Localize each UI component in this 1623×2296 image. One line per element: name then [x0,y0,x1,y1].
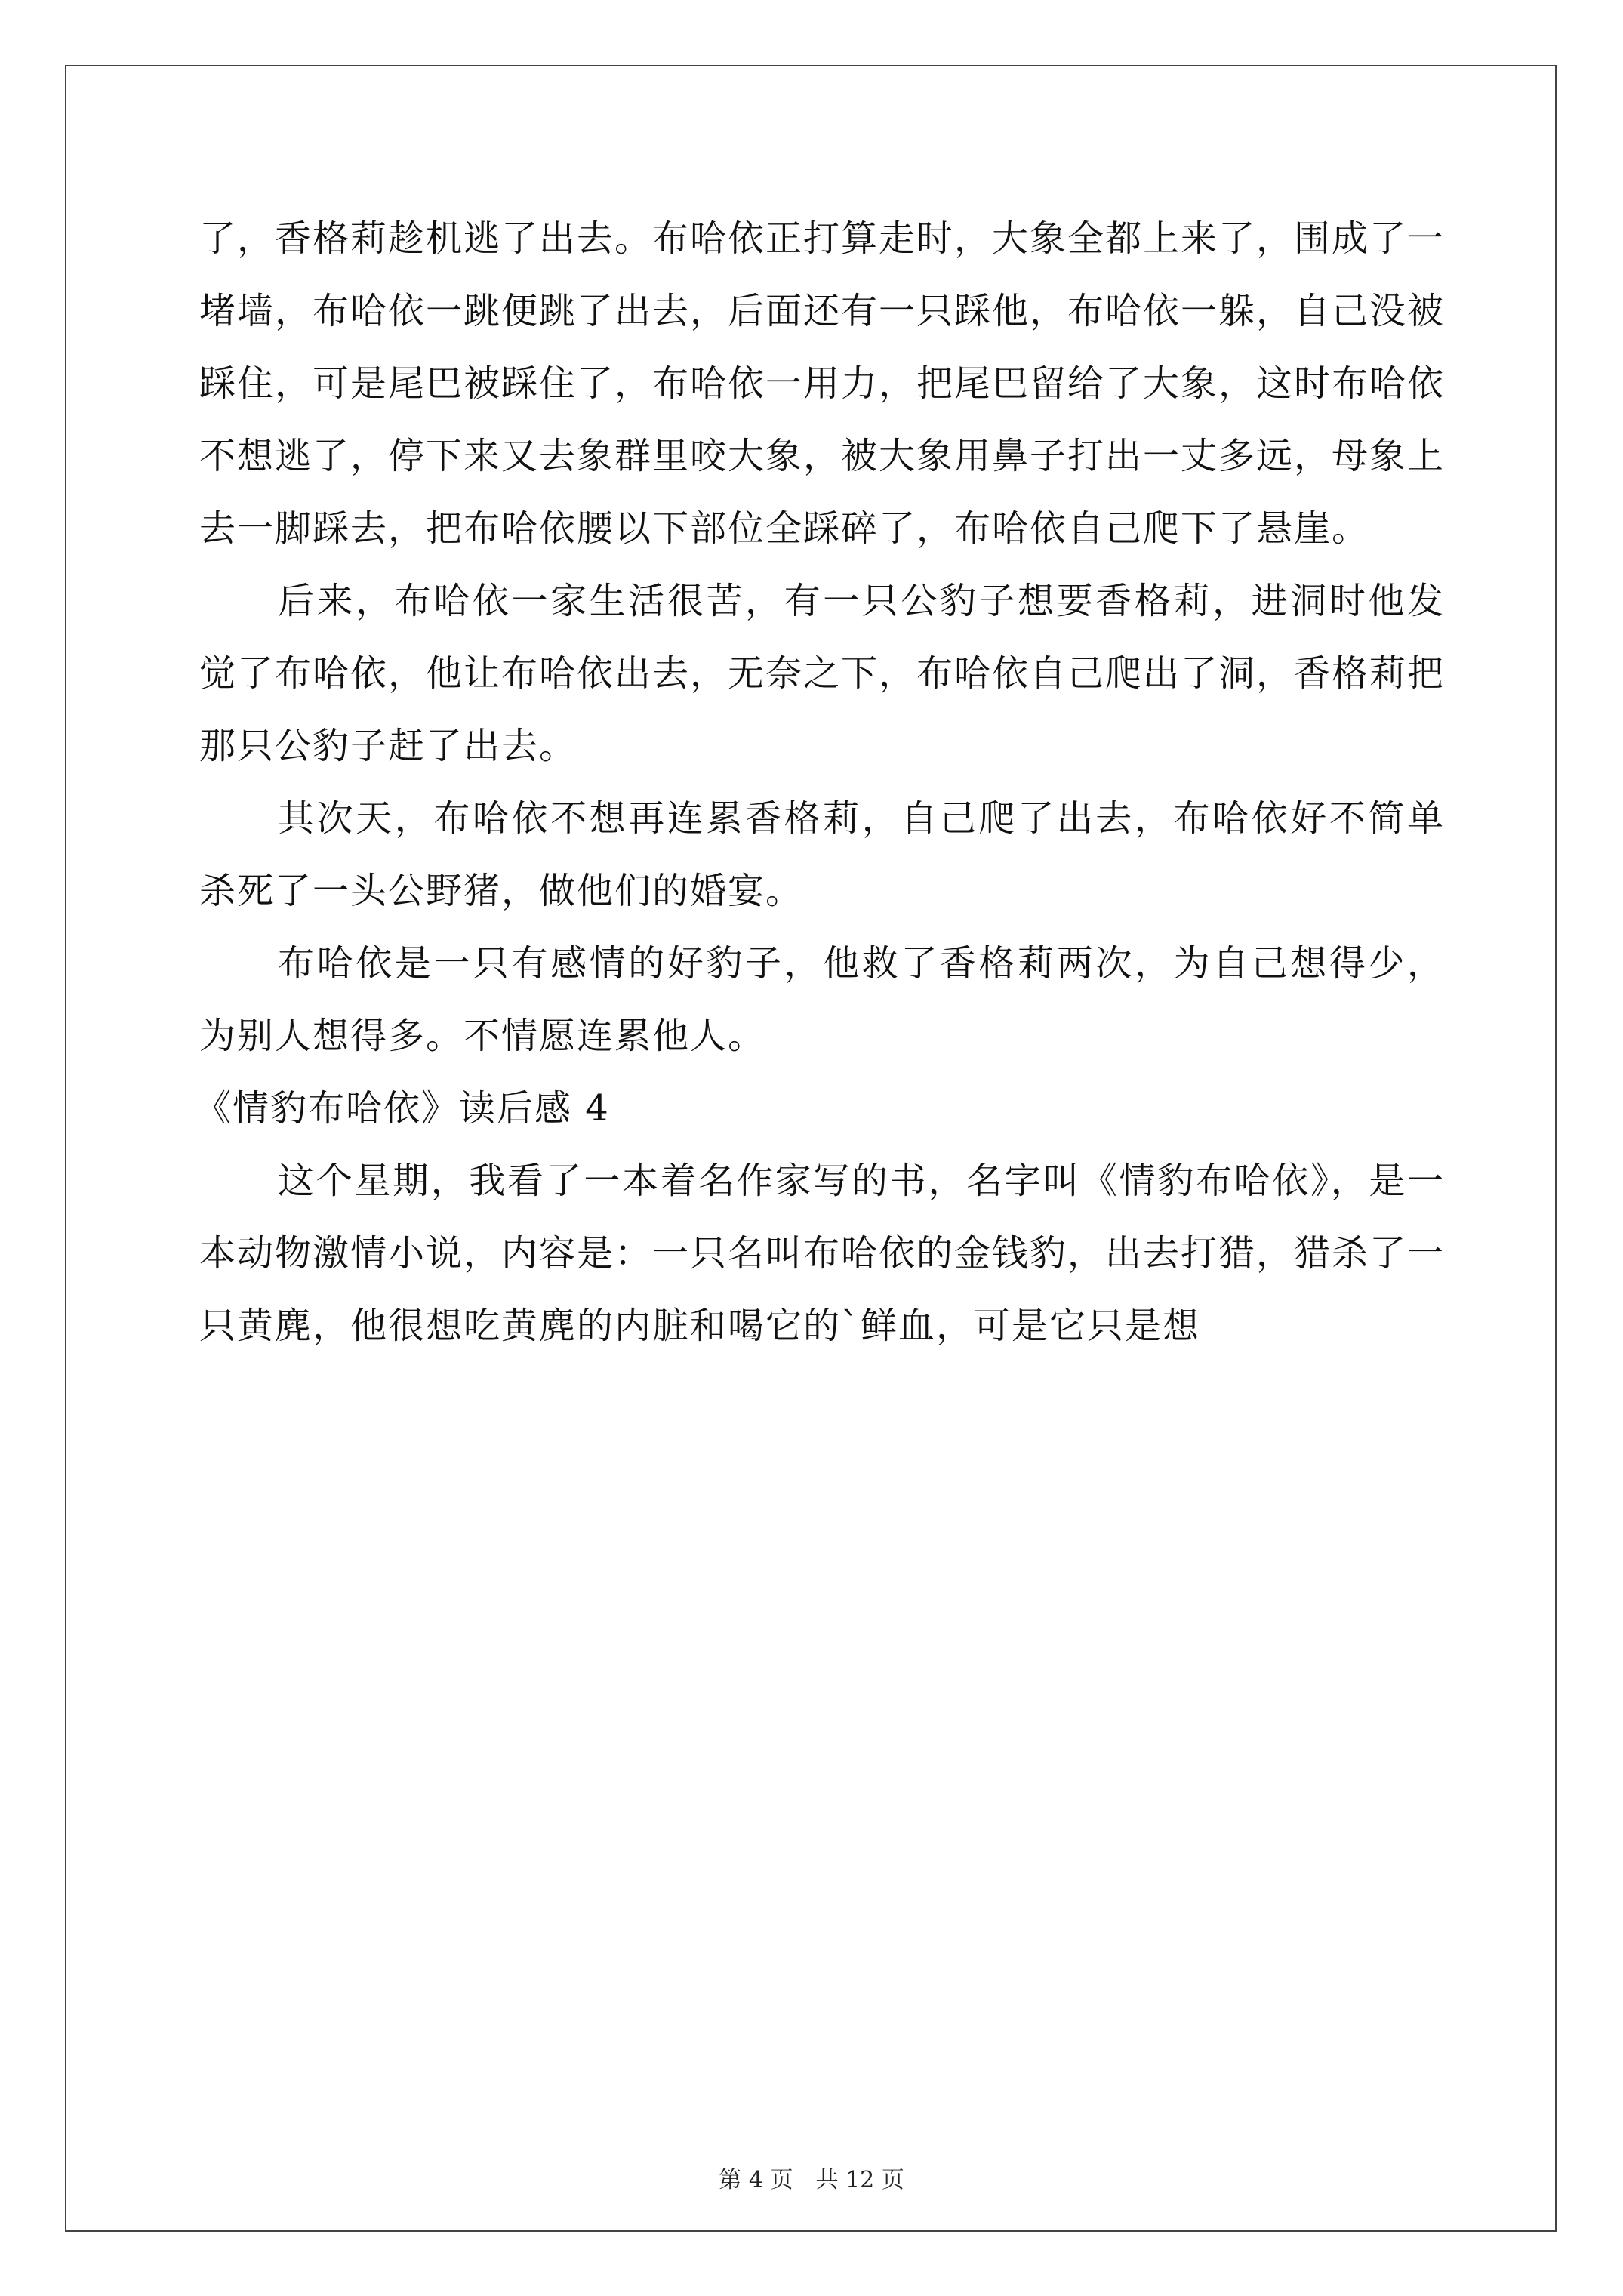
paragraph-1: 了，香格莉趁机逃了出去。布哈依正打算走时，大象全都上来了，围成了一堵墙，布哈依一跳便跳了出去，后面还有一只踩他，布哈依一躲，自己没被踩住，可是尾巴被踩住了，布哈依一用力，把尾巴留给了大象，这时布哈依不想逃了，停下来又去象群里咬大象，被大象用鼻子打出一丈多远，母象上去一脚踩去，把布哈依腰以下部位全踩碎了，布哈依自己爬下了悬崖。 [199,217,1446,550]
section-paragraph: 这个星期，我看了一本着名作家写的书，名字叫《情豹布哈依》，是一本动物激情小说，内容是：一只名叫布哈依的金钱豹，出去打猎，猎杀了一只黄麂，他很想吃黄麂的内脏和喝它的`鲜血，可是它只是想 [199,1160,1446,1347]
document-body [195,202,1446,1362]
paragraph-3: 其次天，布哈依不想再连累香格莉，自己爬了出去，布哈依好不简单杀死了一头公野猪，做他们的婚宴。 [199,797,1445,912]
paragraph-4: 布哈依是一只有感情的好豹子，他救了香格莉两次，为自己想得少，为别人想得多。不情愿连累他人。 [199,942,1445,1057]
paragraph-2: 后来，布哈依一家生活很苦，有一只公豹子想要香格莉，进洞时他发觉了布哈依，他让布哈依出去，无奈之下，布哈依自己爬出了洞，香格莉把那只公豹子赶了出去。 [199,580,1446,767]
page-number-footer: 第 4 页 共 12 页 [719,2167,904,2193]
section-heading: 《情豹布哈依》读后感 4 [195,1087,610,1130]
